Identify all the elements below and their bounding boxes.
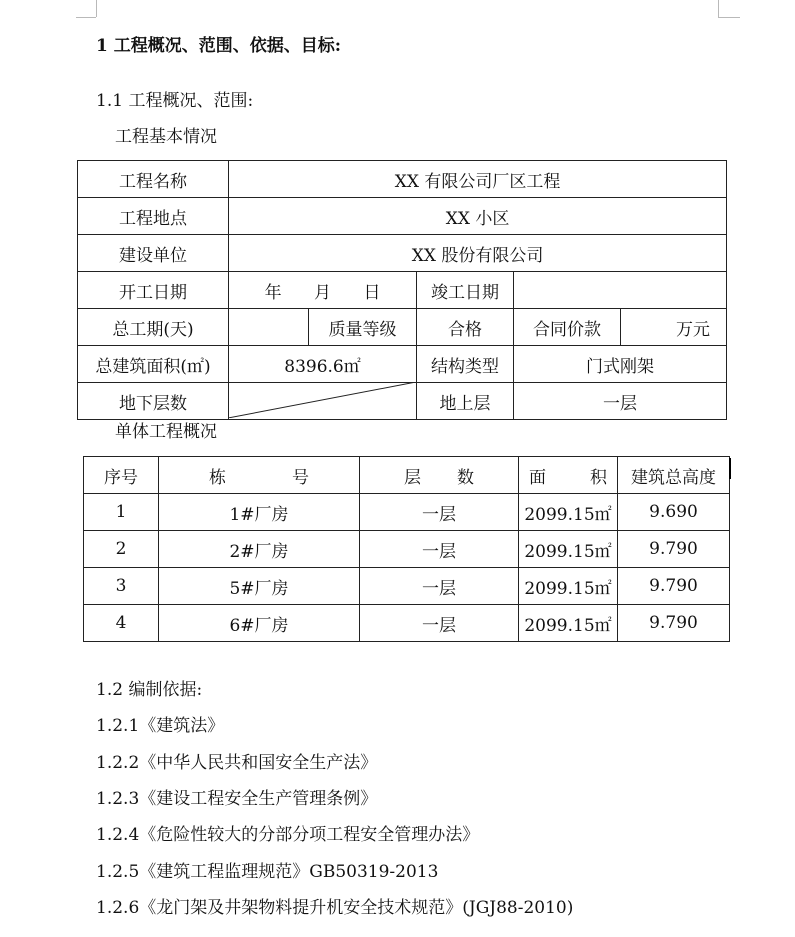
cell-height: 9.790 (618, 605, 730, 642)
cell-floors: 一层 (360, 531, 519, 568)
cell-building: 1#厂房 (159, 494, 360, 531)
cell-area: 2099.15㎡ (519, 531, 618, 568)
label-project-site: 工程地点 (78, 198, 229, 235)
value-structure-type: 门式刚架 (514, 346, 727, 383)
header-shu: 数 (457, 467, 474, 488)
value-project-name: XX 有限公司厂区工程 (229, 161, 727, 198)
label-builder: 建设单位 (78, 235, 229, 272)
cell-height: 9.790 (618, 531, 730, 568)
cell-area: 2099.15㎡ (519, 494, 618, 531)
reference-item: 1.2.3《建设工程安全生产管理条例》 (96, 789, 378, 809)
value-completion-date (514, 272, 727, 309)
header-hao: 号 (292, 467, 309, 488)
table-row (84, 531, 730, 568)
reference-item: 1.2.5《建筑工程监理规范》GB50319-2013 (96, 862, 439, 882)
cell-floors: 一层 (360, 568, 519, 605)
section-heading: 1 工程概况、范围、依据、目标: (96, 36, 342, 56)
basic-info-title: 工程基本情况 (115, 127, 217, 147)
table-row (78, 161, 727, 198)
label-project-name: 工程名称 (78, 161, 229, 198)
table-header-row (84, 457, 730, 494)
value-builder: XX 股份有限公司 (229, 235, 727, 272)
reference-item: 1.2.2《中华人民共和国安全生产法》 (96, 753, 378, 773)
cell-height: 9.690 (618, 494, 730, 531)
date-month-label: 月 (314, 282, 331, 303)
table-row (78, 198, 727, 235)
reference-item: 1.2.1《建筑法》 (96, 716, 225, 736)
page-corner-mark-right-h (718, 17, 740, 18)
table-row (78, 346, 727, 383)
page-corner-mark-right (718, 0, 719, 17)
cell-area: 2099.15㎡ (519, 568, 618, 605)
label-structure-type: 结构类型 (417, 346, 514, 383)
value-project-site: XX 小区 (229, 198, 727, 235)
cell-area: 2099.15㎡ (519, 605, 618, 642)
cell-floors: 一层 (360, 605, 519, 642)
reference-item: 1.2.4《危险性较大的分部分项工程安全管理办法》 (96, 825, 480, 845)
header-mian: 面 (529, 467, 546, 488)
label-total-area: 总建筑面积(㎡) (78, 346, 229, 383)
label-duration: 总工期(天) (78, 309, 229, 346)
cell-seq: 2 (84, 531, 159, 568)
value-underground-floors (229, 383, 417, 420)
value-duration (229, 309, 309, 346)
subsection-1-1: 1.1 工程概况、范围: (96, 91, 254, 111)
page-corner-mark-left-h (76, 17, 96, 18)
table-row (78, 309, 727, 346)
cell-floors: 一层 (360, 494, 519, 531)
header-seq: 序号 (84, 457, 159, 494)
cell-building: 2#厂房 (159, 531, 360, 568)
table-row (78, 272, 727, 309)
date-day-label: 日 (363, 282, 381, 303)
label-start-date: 开工日期 (78, 272, 229, 309)
cell-seq: 3 (84, 568, 159, 605)
header-ceng: 层 (404, 467, 421, 488)
text-cursor (729, 458, 731, 479)
header-height: 建筑总高度 (618, 457, 730, 494)
reference-item: 1.2.6《龙门架及井架物料提升机安全技术规范》(JGJ88-2010) (96, 898, 574, 918)
header-dong: 栋 (209, 467, 226, 488)
value-quality: 合格 (417, 309, 514, 346)
unit-overview-table (83, 456, 730, 642)
header-building-no (159, 457, 360, 494)
label-underground-floors: 地下层数 (78, 383, 229, 420)
cell-building: 6#厂房 (159, 605, 360, 642)
value-contract-price: 万元 (621, 309, 727, 346)
table-row (78, 383, 727, 420)
table-row (84, 605, 730, 642)
header-floors (360, 457, 519, 494)
cell-building: 5#厂房 (159, 568, 360, 605)
label-completion-date: 竣工日期 (417, 272, 514, 309)
value-total-area: 8396.6㎡ (229, 346, 417, 383)
date-year-label: 年 (264, 282, 282, 303)
table-row (84, 494, 730, 531)
cell-height: 9.790 (618, 568, 730, 605)
cell-seq: 4 (84, 605, 159, 642)
page-corner-mark-left (96, 0, 97, 17)
label-quality: 质量等级 (309, 309, 417, 346)
subsection-1-2: 1.2 编制依据: (96, 680, 203, 700)
label-contract-price: 合同价款 (514, 309, 621, 346)
value-start-date (229, 272, 417, 309)
header-area (519, 457, 618, 494)
value-above-floors: 一层 (514, 383, 727, 420)
unit-overview-title: 单体工程概况 (115, 422, 217, 442)
basic-info-table (77, 160, 727, 420)
header-ji: 积 (590, 467, 607, 488)
table-row (78, 235, 727, 272)
table-row (84, 568, 730, 605)
cell-seq: 1 (84, 494, 159, 531)
label-above-floors: 地上层 (417, 383, 514, 420)
